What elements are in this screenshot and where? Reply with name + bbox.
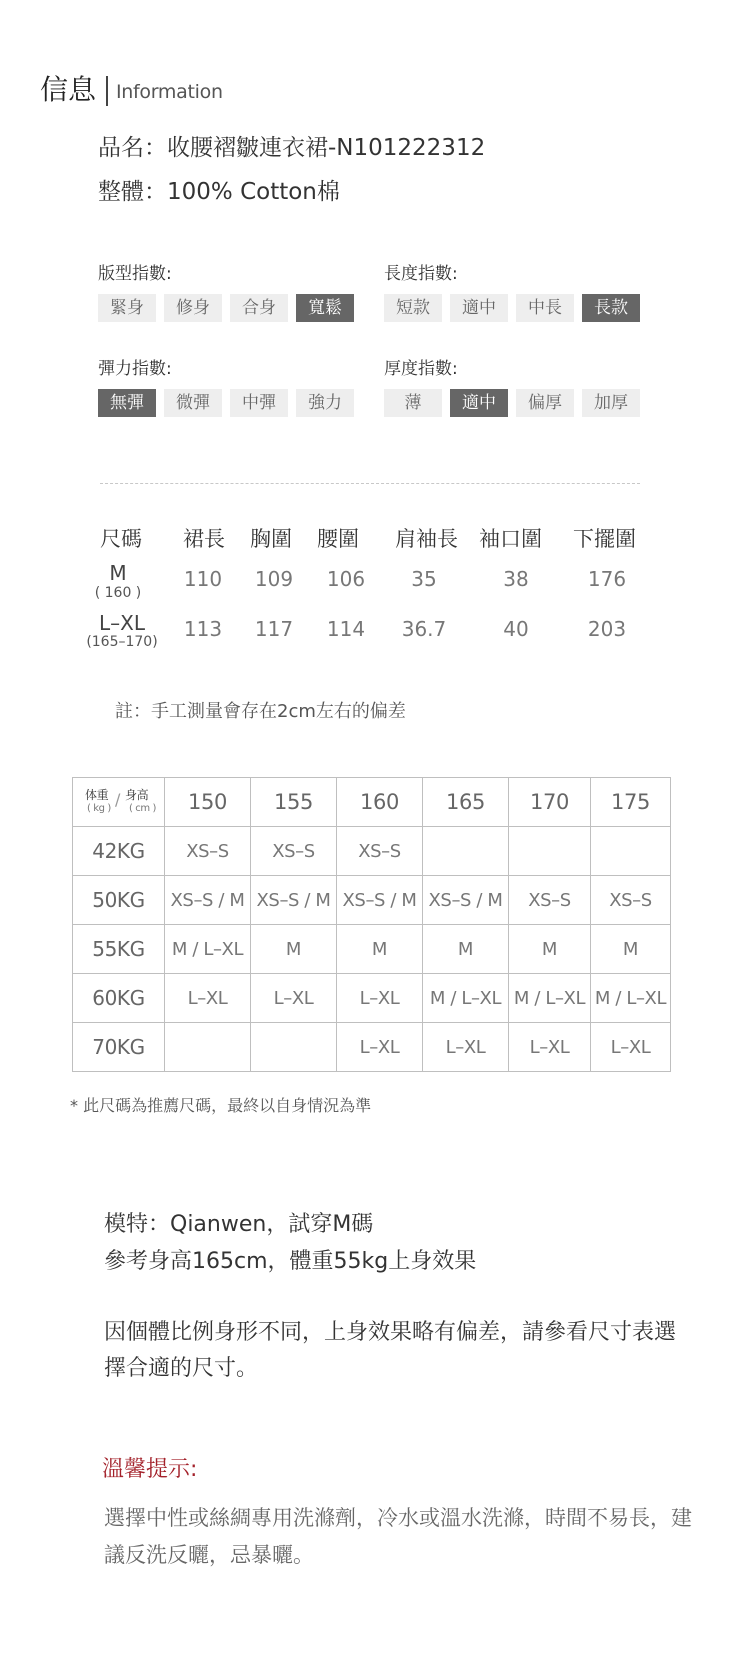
size-cell: L–XL	[509, 1023, 591, 1072]
table-row	[73, 1023, 671, 1072]
size-value: 110	[183, 567, 223, 591]
size-name: M	[109, 561, 127, 585]
size-value: 176	[587, 567, 627, 591]
size-cell: L–XL	[423, 1023, 509, 1072]
size-value: 113	[183, 617, 223, 641]
thickness-index	[384, 358, 640, 417]
size-value: 109	[254, 567, 294, 591]
tips-body: 選擇中性或絲綢專用洗滌劑，冷水或溫水洗滌，時間不易長，建議反洗反曬，忌暴曬。	[104, 1506, 692, 1567]
thickness-option: 偏厚	[516, 389, 574, 417]
table-corner	[73, 778, 165, 827]
length-option: 長款	[582, 294, 640, 322]
size-value: 38	[503, 567, 529, 591]
fit-index	[98, 263, 354, 322]
fit-option: 寬鬆	[296, 294, 354, 322]
size-cell: XS–S / M	[423, 876, 509, 925]
size-range: (165–170)	[86, 634, 158, 650]
size-cell: M / L–XL	[423, 974, 509, 1023]
length-option: 中長	[516, 294, 574, 322]
size-cell	[251, 1023, 337, 1072]
size-name: L–XL	[99, 611, 145, 635]
thickness-option: 適中	[450, 389, 508, 417]
thickness-option: 薄	[384, 389, 442, 417]
size-value: 40	[503, 617, 529, 641]
length-option: 適中	[450, 294, 508, 322]
weight-cell: 70KG	[73, 1023, 165, 1072]
size-recommend-table	[72, 777, 671, 1072]
model-reference: 參考身高165cm，體重55kg上身效果	[104, 1249, 477, 1274]
size-cell: M / L–XL	[591, 974, 671, 1023]
height-header: 170	[509, 778, 591, 827]
size-header: 袖口圍	[479, 527, 542, 551]
fit-notice: 因個體比例身形不同，上身效果略有偏差，請參看尺寸表選擇合適的尺寸。	[104, 1320, 677, 1381]
size-header: 胸圍	[250, 527, 292, 551]
size-cell: L–XL	[337, 974, 423, 1023]
elasticity-option: 微彈	[164, 389, 222, 417]
size-header: 裙長	[183, 527, 225, 551]
size-header: 尺碼	[100, 527, 142, 551]
weight-unit: ( kg )	[87, 803, 111, 814]
height-header: 150	[165, 778, 251, 827]
weight-cell: 60KG	[73, 974, 165, 1023]
size-cell: XS–S / M	[337, 876, 423, 925]
size-cell	[591, 827, 671, 876]
tips-title: 溫馨提示:	[102, 1457, 198, 1482]
weight-cell: 42KG	[73, 827, 165, 876]
size-header: 肩袖長	[395, 527, 458, 551]
size-value: 203	[587, 617, 627, 641]
size-value: 114	[326, 617, 366, 641]
weight-cell: 50KG	[73, 876, 165, 925]
model-info: 模特：Qianwen，試穿M碼	[104, 1212, 374, 1237]
size-value: 35	[411, 567, 437, 591]
fit-option: 緊身	[98, 294, 156, 322]
title-divider	[106, 76, 108, 106]
size-cell: XS–S	[591, 876, 671, 925]
height-header: 155	[251, 778, 337, 827]
size-cell	[165, 1023, 251, 1072]
table-row	[73, 974, 671, 1023]
table-row	[73, 827, 671, 876]
elasticity-option: 中彈	[230, 389, 288, 417]
fit-option: 修身	[164, 294, 222, 322]
table-row	[73, 778, 671, 827]
product-name: 品名：收腰褶皺連衣裙-N101222312	[98, 135, 486, 161]
section-subtitle: Information	[116, 81, 223, 103]
size-value: 106	[326, 567, 366, 591]
size-cell: M / L–XL	[509, 974, 591, 1023]
size-value: 117	[254, 617, 294, 641]
weight-label: 体重	[85, 788, 109, 802]
size-cell: L–XL	[165, 974, 251, 1023]
size-range: ( 160 )	[94, 585, 142, 601]
size-cell: M / L–XL	[165, 925, 251, 974]
product-material: 整體：100% Cotton棉	[98, 179, 340, 205]
height-header: 165	[423, 778, 509, 827]
size-cell: M	[591, 925, 671, 974]
height-header: 160	[337, 778, 423, 827]
size-cell: XS–S	[509, 876, 591, 925]
section-divider	[100, 483, 640, 484]
height-unit: ( cm )	[129, 803, 156, 814]
fit-option: 合身	[230, 294, 288, 322]
height-header: 175	[591, 778, 671, 827]
table-row	[73, 925, 671, 974]
fit-index-title: 版型指數:	[98, 264, 172, 284]
size-cell	[509, 827, 591, 876]
measure-note: 註：手工測量會存在2cm左右的偏差	[115, 701, 406, 722]
size-cell: XS–S	[337, 827, 423, 876]
weight-cell: 55KG	[73, 925, 165, 974]
corner-slash: /	[115, 790, 120, 809]
table-row	[73, 876, 671, 925]
elasticity-index-title: 彈力指數:	[98, 359, 172, 379]
thickness-option: 加厚	[582, 389, 640, 417]
size-cell: L–XL	[591, 1023, 671, 1072]
length-option: 短款	[384, 294, 442, 322]
elasticity-option: 強力	[296, 389, 354, 417]
size-cell: M	[337, 925, 423, 974]
height-label: 身高	[125, 788, 149, 802]
section-title: 信息	[40, 73, 97, 106]
elasticity-option: 無彈	[98, 389, 156, 417]
size-cell: XS–S / M	[251, 876, 337, 925]
size-cell: XS–S	[251, 827, 337, 876]
thickness-index-title: 厚度指數:	[384, 359, 458, 379]
length-index	[384, 263, 640, 322]
size-value: 36.7	[401, 617, 447, 641]
size-cell: L–XL	[251, 974, 337, 1023]
size-cell: M	[251, 925, 337, 974]
length-index-title: 長度指數:	[384, 264, 458, 284]
elasticity-index	[98, 358, 354, 417]
size-cell	[423, 827, 509, 876]
size-cell: M	[509, 925, 591, 974]
size-cell: L–XL	[337, 1023, 423, 1072]
size-header: 腰圍	[317, 527, 359, 551]
size-cell: XS–S	[165, 827, 251, 876]
size-cell: M	[423, 925, 509, 974]
size-cell: XS–S / M	[165, 876, 251, 925]
size-disclaimer: * 此尺碼為推薦尺碼，最終以自身情況為準	[70, 1096, 372, 1115]
size-header: 下擺圍	[573, 527, 636, 551]
